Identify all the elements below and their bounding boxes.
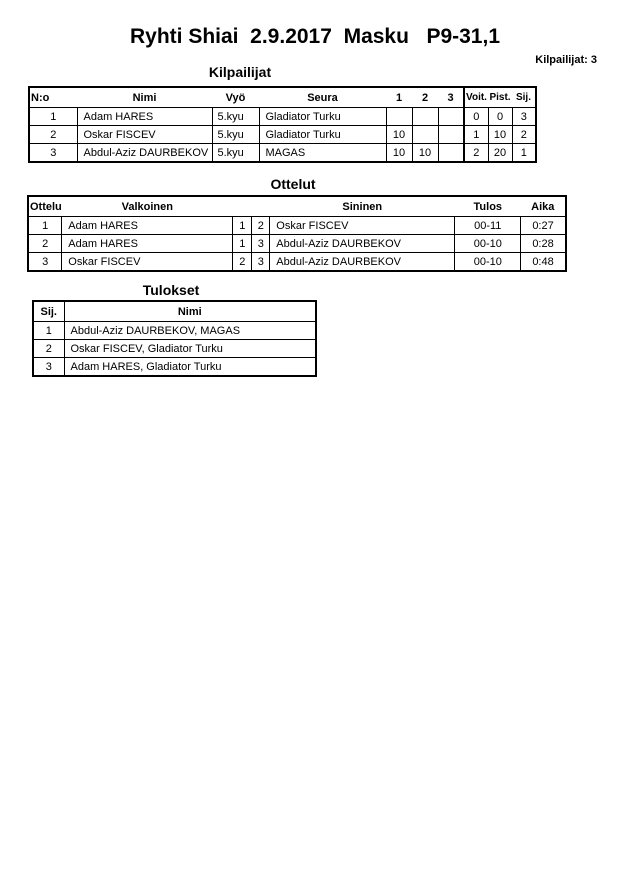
cell: Gladiator Turku bbox=[259, 108, 386, 126]
table-row bbox=[33, 322, 316, 340]
col-header-sij: Sij. bbox=[512, 87, 536, 108]
col-header-empty1 bbox=[233, 196, 252, 217]
cell: 10 bbox=[386, 126, 412, 144]
cell bbox=[438, 144, 464, 163]
cell: Adam HARES bbox=[77, 108, 212, 126]
col-header-3: 3 bbox=[438, 87, 464, 108]
col-header-ottelu: Ottelu bbox=[28, 196, 62, 217]
cell: 2 bbox=[33, 340, 64, 358]
table-row bbox=[33, 358, 316, 377]
cell: 1 bbox=[33, 322, 64, 340]
cell: Abdul-Aziz DAURBEKOV, MAGAS bbox=[64, 322, 316, 340]
cell: 1 bbox=[512, 144, 536, 163]
cell: 3 bbox=[33, 358, 64, 377]
report-title: Ryhti Shiai 2.9.2017 Masku P9-31,1 bbox=[129, 25, 500, 48]
col-header-1: 1 bbox=[386, 87, 412, 108]
col-header-2: 2 bbox=[412, 87, 438, 108]
cell bbox=[438, 108, 464, 126]
col-header-sij: Sij. bbox=[33, 301, 64, 322]
cell: 3 bbox=[28, 253, 62, 272]
cell: 0:27 bbox=[521, 217, 566, 235]
cell: Oskar FISCEV bbox=[77, 126, 212, 144]
cell: Abdul-Aziz DAURBEKOV bbox=[270, 235, 455, 253]
cell: 0 bbox=[488, 108, 512, 126]
cell: Oskar FISCEV bbox=[62, 253, 233, 272]
col-header-tulos: Tulos bbox=[455, 196, 521, 217]
table-row bbox=[28, 235, 566, 253]
cell: Abdul-Aziz DAURBEKOV bbox=[270, 253, 455, 272]
col-header-nimi: Nimi bbox=[77, 87, 212, 108]
cell: 5.kyu bbox=[212, 144, 259, 163]
col-header-sininen: Sininen bbox=[270, 196, 455, 217]
cell bbox=[412, 126, 438, 144]
col-header-nio: N:o bbox=[29, 87, 77, 108]
cell bbox=[438, 126, 464, 144]
table-row bbox=[29, 126, 536, 144]
cell: Abdul-Aziz DAURBEKOV bbox=[77, 144, 212, 163]
cell: Adam HARES bbox=[62, 217, 233, 235]
cell: 2 bbox=[29, 126, 77, 144]
table-row bbox=[28, 217, 566, 235]
cell: 1 bbox=[233, 235, 252, 253]
cell: 0 bbox=[464, 108, 488, 126]
cell: 2 bbox=[252, 217, 270, 235]
col-header-aika: Aika bbox=[521, 196, 566, 217]
section-heading-tulokset: Tulokset bbox=[142, 282, 200, 298]
table-row bbox=[29, 144, 536, 163]
competitor-count: Kilpailijat: 3 bbox=[535, 54, 597, 66]
cell: Adam HARES bbox=[62, 235, 233, 253]
table-row bbox=[29, 108, 536, 126]
cell: Gladiator Turku bbox=[259, 126, 386, 144]
section-heading-ottelut: Ottelut bbox=[270, 176, 316, 192]
cell: MAGAS bbox=[259, 144, 386, 163]
cell: 3 bbox=[252, 253, 270, 272]
cell: 10 bbox=[412, 144, 438, 163]
cell bbox=[412, 108, 438, 126]
cell: 1 bbox=[233, 217, 252, 235]
cell: 20 bbox=[488, 144, 512, 163]
cell: Oskar FISCEV, Gladiator Turku bbox=[64, 340, 316, 358]
col-header-valkoinen: Valkoinen bbox=[62, 196, 233, 217]
cell: 3 bbox=[29, 144, 77, 163]
cell: 1 bbox=[29, 108, 77, 126]
col-header-vyo: Vyö bbox=[212, 87, 259, 108]
cell: 1 bbox=[464, 126, 488, 144]
cell: Oskar FISCEV bbox=[270, 217, 455, 235]
cell bbox=[386, 108, 412, 126]
cell: Adam HARES, Gladiator Turku bbox=[64, 358, 316, 377]
col-header-seura: Seura bbox=[259, 87, 386, 108]
competitors-table bbox=[28, 86, 537, 163]
cell: 2 bbox=[512, 126, 536, 144]
table-header-row bbox=[33, 301, 316, 322]
cell: 0:48 bbox=[521, 253, 566, 272]
table-header-row bbox=[28, 196, 566, 217]
cell: 2 bbox=[233, 253, 252, 272]
col-header-pist: Pist. bbox=[488, 87, 512, 108]
cell: 00-10 bbox=[455, 235, 521, 253]
col-header-voit: Voit. bbox=[464, 87, 488, 108]
results-table bbox=[32, 300, 317, 377]
cell: 2 bbox=[464, 144, 488, 163]
cell: 2 bbox=[28, 235, 62, 253]
cell: 10 bbox=[386, 144, 412, 163]
cell: 0:28 bbox=[521, 235, 566, 253]
cell: 5.kyu bbox=[212, 108, 259, 126]
col-header-nimi: Nimi bbox=[64, 301, 316, 322]
table-row bbox=[33, 340, 316, 358]
table-header-row bbox=[29, 87, 536, 108]
cell: 1 bbox=[28, 217, 62, 235]
table-row bbox=[28, 253, 566, 272]
cell: 00-10 bbox=[455, 253, 521, 272]
section-heading-kilpailijat: Kilpailijat bbox=[208, 64, 272, 80]
col-header-empty2 bbox=[252, 196, 270, 217]
cell: 5.kyu bbox=[212, 126, 259, 144]
cell: 3 bbox=[512, 108, 536, 126]
matches-table bbox=[27, 195, 567, 272]
cell: 10 bbox=[488, 126, 512, 144]
cell: 00-11 bbox=[455, 217, 521, 235]
cell: 3 bbox=[252, 235, 270, 253]
